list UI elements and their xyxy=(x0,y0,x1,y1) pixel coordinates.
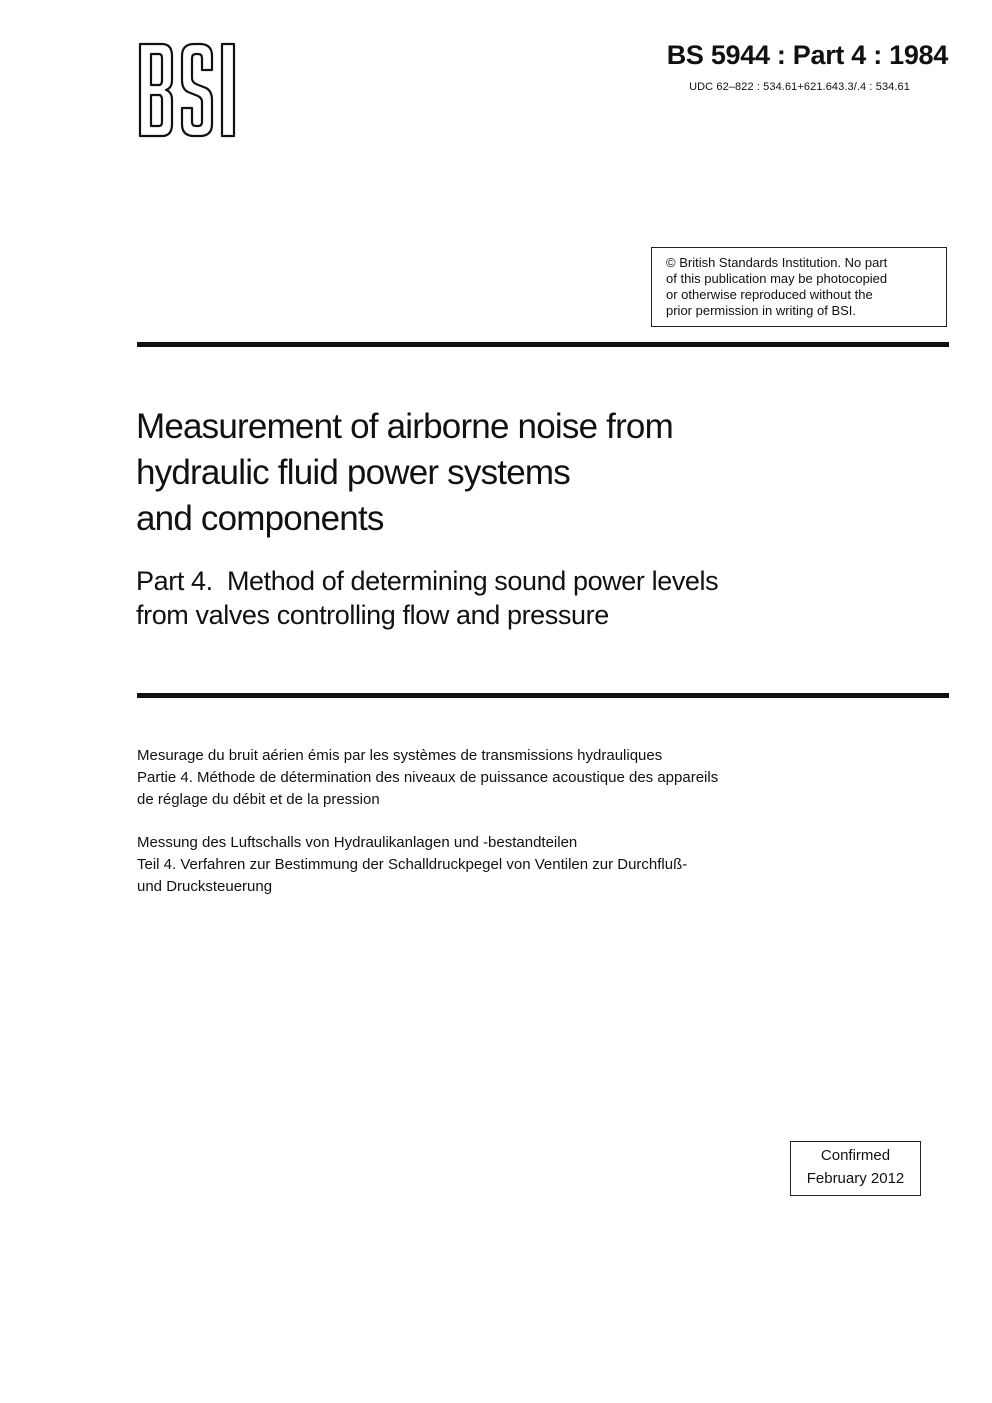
confirmed-stamp xyxy=(790,1141,921,1196)
part-title-line: from valves controlling flow and pressure xyxy=(136,600,609,630)
main-title-line: hydraulic fluid power systems xyxy=(136,453,570,492)
udc-classification: UDC 62–822 : 534.61+621.643.3/.4 : 534.61 xyxy=(689,81,910,93)
bottom-divider-rule xyxy=(137,693,949,698)
french-title-line: Mesurage du bruit aérien émis par les systèmes de transmissions hydrauliques xyxy=(137,747,663,764)
standard-number: BS 5944 : Part 4 : 1984 xyxy=(666,40,948,70)
confirmed-date: February 2012 xyxy=(806,1170,905,1187)
top-divider-rule xyxy=(137,342,949,347)
copyright-line: prior permission in writing of BSI. xyxy=(666,303,857,318)
copyright-line: © British Standards Institution. No part xyxy=(666,255,888,270)
confirmed-label: Confirmed xyxy=(820,1147,891,1164)
german-title-line: Messung des Luftschalls von Hydraulikanlagen und -bestandteilen xyxy=(137,834,578,851)
copyright-line: of this publication may be photocopied xyxy=(666,271,888,286)
part-title-line: Part 4. Method of determining sound power levels xyxy=(136,566,719,596)
bsi-logo xyxy=(138,42,244,138)
german-title-line: und Drucksteuerung xyxy=(137,878,273,895)
main-title-line: Measurement of airborne noise from xyxy=(136,407,673,446)
main-title xyxy=(136,404,936,542)
copyright-notice-box xyxy=(651,247,947,327)
part-title xyxy=(136,564,936,632)
french-title xyxy=(137,745,897,811)
main-title-line: and components xyxy=(136,499,384,538)
copyright-line: or otherwise reproduced without the xyxy=(666,287,873,302)
german-title-line: Teil 4. Verfahren zur Bestimmung der Schalldruckpegel von Ventilen zur Durchfluß- xyxy=(137,856,688,873)
french-title-line: de réglage du débit et de la pression xyxy=(137,791,380,808)
german-title xyxy=(137,832,897,898)
french-title-line: Partie 4. Méthode de détermination des niveaux de puissance acoustique des appareils xyxy=(137,769,719,786)
